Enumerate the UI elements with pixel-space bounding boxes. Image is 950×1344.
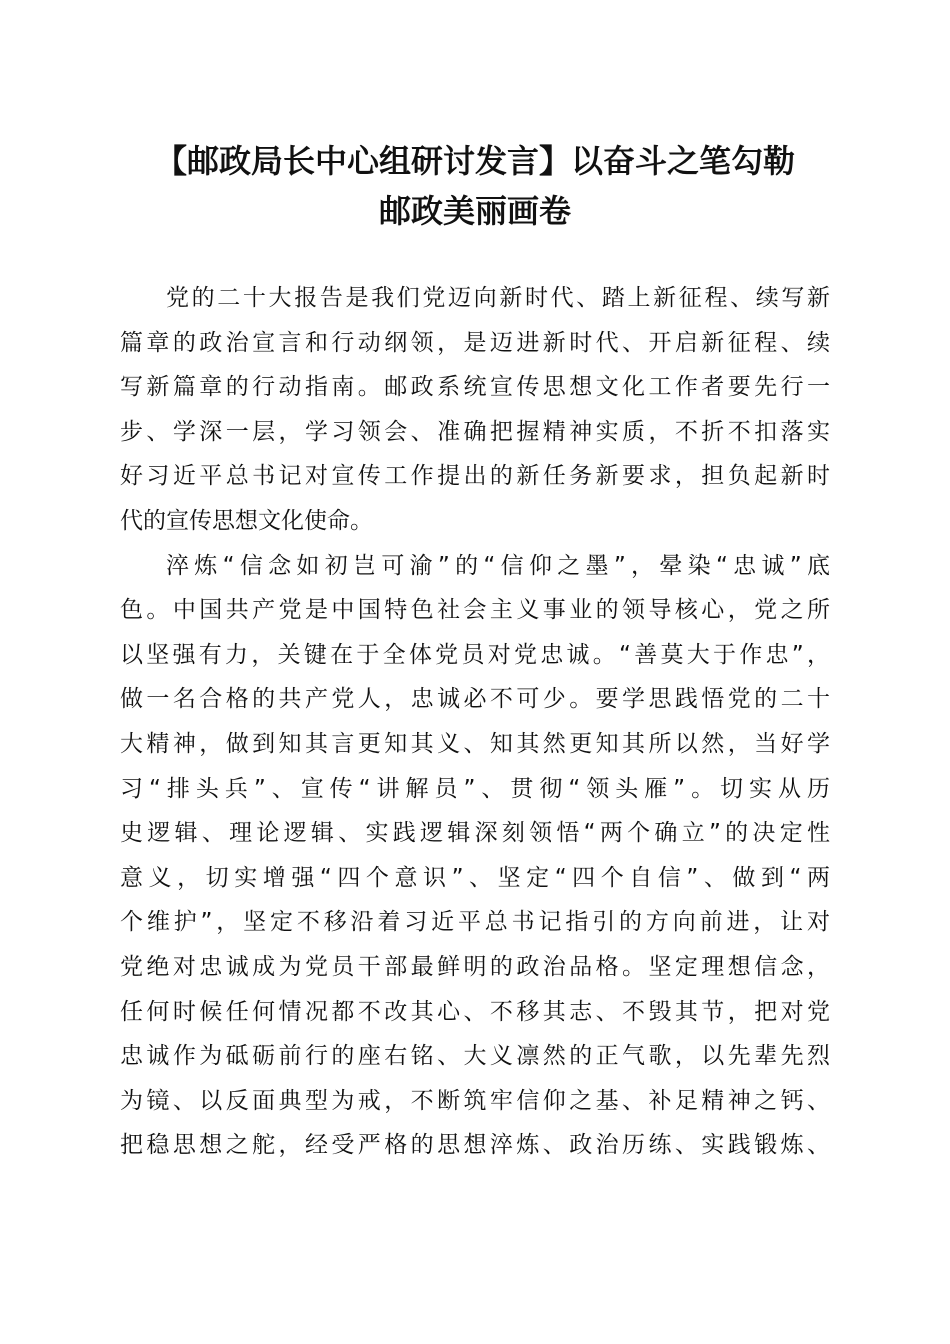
title-line: 邮政美丽画卷 <box>378 192 571 230</box>
paragraph-2 <box>120 544 830 1168</box>
text-line: 史逻辑、理论逻辑、实践逻辑深刻领悟“两个确立”的决定性 <box>120 820 830 847</box>
document-body <box>120 276 830 1168</box>
text-line: 好习近平总书记对宣传工作提出的新任务新要求，担负起新时 <box>120 463 830 490</box>
title-line: 【邮政局长中心组研讨发言】以奋斗之笔勾勒 <box>154 142 795 180</box>
text-line: 为镜、以反面典型为戒，不断筑牢信仰之基、补足精神之钙、 <box>120 1087 830 1114</box>
text-line: 步、学深一层，学习领会、准确把握精神实质，不折不扣落实 <box>120 418 830 445</box>
text-line: 篇章的政治宣言和行动纲领，是迈进新时代、开启新征程、续 <box>120 329 830 356</box>
text-line: 做一名合格的共产党人，忠诚必不可少。要学思践悟党的二十 <box>120 686 830 713</box>
text-line: 意义，切实增强“四个意识”、坚定“四个自信”、做到“两 <box>120 864 830 891</box>
text-line: 党绝对忠诚成为党员干部最鲜明的政治品格。坚定理想信念， <box>120 953 830 980</box>
text-line: 代的宣传思想文化使命。 <box>120 507 373 534</box>
document-title <box>100 136 850 236</box>
text-line: 大精神，做到知其言更知其义、知其然更知其所以然，当好学 <box>120 730 830 757</box>
text-line: 习“排头兵”、宣传“讲解员”、贯彻“领头雁”。切实从历 <box>120 775 830 802</box>
text-line: 以坚强有力，关键在于全体党员对党忠诚。“善莫大于作忠”， <box>120 641 830 668</box>
text-line: 色。中国共产党是中国特色社会主义事业的领导核心，党之所 <box>120 597 830 624</box>
text-line: 把稳思想之舵，经受严格的思想淬炼、政治历练、实践锻炼、 <box>120 1132 830 1159</box>
text-line: 忠诚作为砥砺前行的座右铭、大义凛然的正气歌，以先辈先烈 <box>120 1043 830 1070</box>
text-line: 淬炼“信念如初岂可渝”的“信仰之墨”，晕染“忠诚”底 <box>166 552 830 579</box>
paragraph-1 <box>120 276 830 544</box>
text-line: 个维护”，坚定不移沿着习近平总书记指引的方向前进，让对 <box>120 909 830 936</box>
text-line: 写新篇章的行动指南。邮政系统宣传思想文化工作者要先行一 <box>120 374 830 401</box>
text-line: 党的二十大报告是我们党迈向新时代、踏上新征程、续写新 <box>166 285 830 311</box>
text-line: 任何时候任何情况都不改其心、不移其志、不毁其节，把对党 <box>120 998 830 1025</box>
